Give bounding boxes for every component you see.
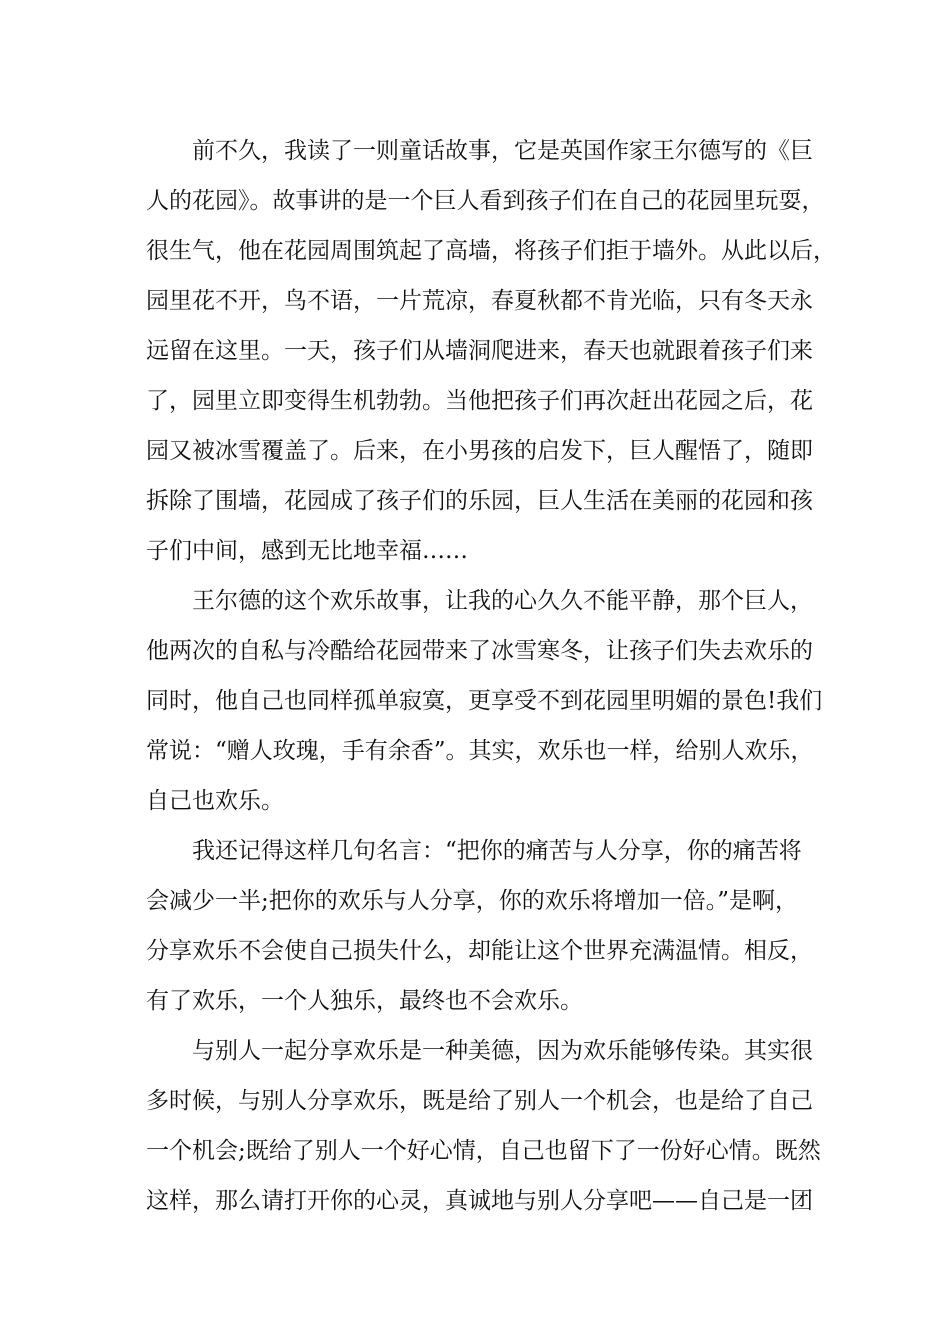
paragraph-1-line-5: 远留在这里。一天，孩子们从墙洞爬进来，春天也就跟着孩子们来 xyxy=(146,338,813,364)
paragraph-3-line-4: 有了欢乐，一个人独乐，最终也不会欢乐。 xyxy=(146,988,583,1014)
paragraph-1-line-9: 子们中间，感到无比地幸福…… xyxy=(146,538,468,564)
paragraph-4-line-4: 这样，那么请打开你的心灵，真诚地与别人分享吧——自己是一团 xyxy=(146,1188,813,1214)
paragraph-4-line-1: 与别人一起分享欢乐是一种美德，因为欢乐能够传染。其实很 xyxy=(192,1038,813,1064)
paragraph-1-line-4: 园里花不开，鸟不语，一片荒凉，春夏秋都不肯光临，只有冬天永 xyxy=(146,288,813,314)
paragraph-4-line-3: 一个机会;既给了别人一个好心情，自己也留下了一份好心情。既然 xyxy=(146,1138,821,1164)
paragraph-2-line-2: 他两次的自私与冷酷给花园带来了冰雪寒冬，让孩子们失去欢乐的 xyxy=(146,638,813,664)
paragraph-2-line-3: 同时，他自己也同样孤单寂寞，更享受不到花园里明媚的景色!我们 xyxy=(146,688,823,714)
paragraph-1-line-1: 前不久，我读了一则童话故事，它是英国作家王尔德写的《巨 xyxy=(192,138,813,164)
paragraph-3-line-1: 我还记得这样几句名言：“把你的痛苦与人分享，你的痛苦将 xyxy=(192,838,802,864)
paragraph-1-line-7: 园又被冰雪覆盖了。后来，在小男孩的启发下，巨人醒悟了，随即 xyxy=(146,438,813,464)
paragraph-1-line-8: 拆除了围墙，花园成了孩子们的乐园，巨人生活在美丽的花园和孩 xyxy=(146,488,813,514)
paragraph-2-line-1: 王尔德的这个欢乐故事，让我的心久久不能平静，那个巨人， xyxy=(192,588,813,614)
paragraph-4-line-2: 多时候，与别人分享欢乐，既是给了别人一个机会，也是给了自己 xyxy=(146,1088,813,1114)
paragraph-1-line-3: 很生气，他在花园周围筑起了高墙，将孩子们拒于墙外。从此以后， xyxy=(146,238,836,264)
paragraph-1-line-2: 人的花园》。故事讲的是一个巨人看到孩子们在自己的花园里玩耍， xyxy=(146,188,825,214)
paragraph-2-line-5: 自己也欢乐。 xyxy=(146,788,284,814)
paragraph-3-line-3: 分享欢乐不会使自己损失什么，却能让这个世界充满温情。相反， xyxy=(146,938,813,964)
paragraph-3-line-2: 会减少一半;把你的欢乐与人分享，你的欢乐将增加一倍。”是啊， xyxy=(146,888,799,914)
paragraph-2-line-4: 常说：“赠人玫瑰，手有余香”。其实，欢乐也一样，给别人欢乐， xyxy=(146,738,814,764)
paragraph-1-line-6: 了，园里立即变得生机勃勃。当他把孩子们再次赶出花园之后，花 xyxy=(146,388,813,414)
essay-body xyxy=(146,126,836,1226)
